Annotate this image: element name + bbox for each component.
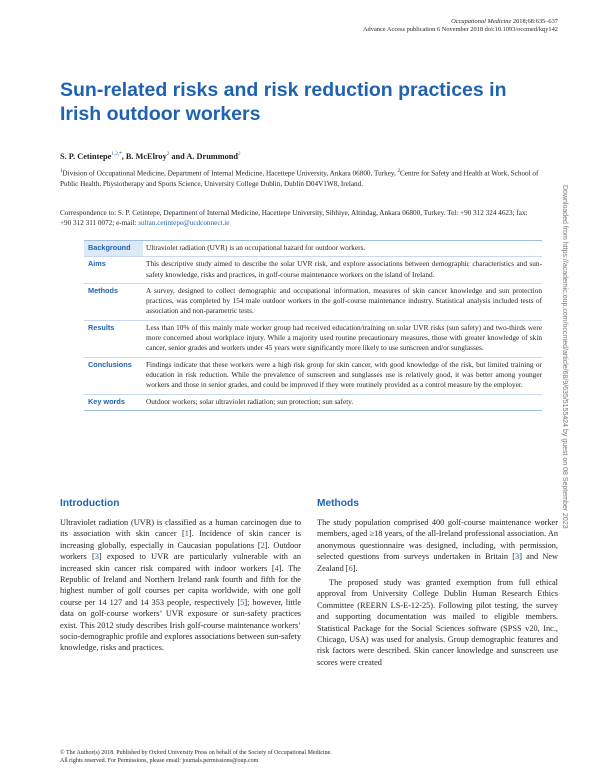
affiliation-number: 2 xyxy=(397,169,401,174)
abstract-row-key-words xyxy=(84,394,542,410)
reference-link[interactable]: 3 xyxy=(94,552,99,562)
abstract-row-conclusions xyxy=(84,357,542,394)
affiliations xyxy=(60,167,540,189)
corresponding-mark: * xyxy=(119,151,122,157)
text-run: ]. xyxy=(352,563,358,573)
abstract-label: Key words xyxy=(88,396,125,406)
text-run: ] and New Zealand [ xyxy=(317,552,558,573)
abstract-label: Background xyxy=(84,241,143,256)
text-run: ]. Incidence of skin cancer is increasing globally, especially in Caucasian populations [ xyxy=(60,529,301,550)
reference-link[interactable]: 6 xyxy=(348,563,353,573)
abstract-text: Findings indicate that these workers were a high risk group for skin cancer, with good knowledge of the risk, but limited training or education in risk reduction. While the prevalence of sunscreen and sunglasses use is relatively good, it was better among younger workers and those in senior grades, and could be improved if they were routinely provided as a control measure by the employer. xyxy=(146,359,542,390)
abstract-row-methods xyxy=(84,283,542,320)
reference-link[interactable]: 3 xyxy=(515,552,520,562)
text-run: ]; however, little data on golf-course workers’ UVR exposure or sun-safety practices exist. This 2012 study describes Irish golf-course maintenance workers’ socio-demographic profile and explores associations between sun-safety knowledge, risks and practices. xyxy=(60,597,302,653)
article-title: Sun-related risks and risk reduction practices in Irish outdoor workers xyxy=(60,79,507,125)
author-list xyxy=(60,151,241,161)
author-name: S. P. Cetintepe xyxy=(60,151,112,161)
abstract-label: Results xyxy=(88,322,115,332)
author-name: , B. McElroy xyxy=(121,151,167,161)
introduction-paragraph xyxy=(60,517,301,654)
abstract-text: Ultraviolet radiation (UVR) is an occupational hazard for outdoor workers. xyxy=(146,243,366,252)
journal-name: Occupational Medicine xyxy=(451,18,512,25)
reference-link[interactable]: 1 xyxy=(184,529,189,539)
introduction-heading: Introduction xyxy=(60,498,120,509)
author-name: and A. Drummond xyxy=(169,151,239,161)
methods-paragraph: The proposed study was granted exemption from full ethical approval from University College Dublin Human Research Ethics Committee (REERN LS-E-12-25). Following pilot testing, the survey and supporting documentation was mailed to eligible members. Statistical Package for the Social Sciences software (SPSS v20, Inc., Chicago, USA) was used for analysis. Group demographic features and risk factors were described. Skin cancer knowledge and sunscreen use scores were created xyxy=(317,578,558,667)
journal-citation: 2018;68:635–637 xyxy=(512,18,558,25)
methods-column xyxy=(317,517,558,668)
advance-access-line: Advance Access publication 6 November 2018 doi:10.1093/occmed/kqy142 xyxy=(362,26,558,34)
copyright-line: © The Author(s) 2018. Published by Oxford University Press on behalf of the Society of Occupational Medicine. xyxy=(60,750,332,756)
text-run: The study population comprised 400 golf-course maintenance worker members, aged ≥18 years, of the all-Ireland professional association. An anonymous questionnaire was designed, including, with permission, selected questions from surveys undertaken in Britain [ xyxy=(317,518,558,562)
download-watermark: Downloaded from https://academic.oup.com/occmed/article/68/9/635/5155424 by guest on 08 September 2023 xyxy=(561,185,568,529)
text-run: ]. Outdoor workers [ xyxy=(60,540,302,562)
abstract-label: Conclusions xyxy=(88,359,132,369)
correspondence xyxy=(60,208,540,228)
correspondence-email-link[interactable]: sultan.cetintepe@ucdconnect.ie xyxy=(138,219,230,228)
journal-header xyxy=(158,18,558,35)
methods-heading: Methods xyxy=(317,498,359,509)
text-run: ]. The Republic of Ireland and Northern Ireland rank fourth and fifth for the highest number of golf courses per capita worldwide, with one golf course per 14 127 and 14 353 people, respectively [ xyxy=(60,563,301,607)
reference-link[interactable]: 4 xyxy=(274,563,279,573)
abstract-text: Outdoor workers; solar ultraviolet radiation; sun protection; sun safety. xyxy=(146,396,354,406)
abstract-row-background xyxy=(84,241,542,256)
affiliation-text: Centre for Safety and Health at Work, School of Public Health, Physiotherapy and Sports Science, University College Dublin, Dublin D04V1W8, Ireland. xyxy=(60,169,539,188)
abstract-label: Methods xyxy=(88,285,118,295)
abstract-row-aims xyxy=(84,256,542,283)
abstract-text: This descriptive study aimed to describe the solar UVR risk, and explore associations between demographic characteristics and sun-safety knowledge, risks and practices, in golf-course maintenance workers on the island of Ireland. xyxy=(146,259,542,279)
reference-link[interactable]: 2 xyxy=(260,540,265,550)
affiliation-number: 1 xyxy=(60,169,63,174)
introduction-column xyxy=(60,517,301,654)
methods-paragraph xyxy=(317,517,558,574)
author-affiliation-mark[interactable]: 1,2, xyxy=(111,151,120,157)
correspondence-text: Correspondence to: S. P. Cetintepe, Department of Internal Medicine, Hacettepe University, Sihhiye, Altindag, Ankara 06800, Turkey. Tel: +90 312 324 4623; fax: +90 312 311 0072; e-mail: xyxy=(60,209,528,228)
abstract-row-results xyxy=(84,320,542,357)
affiliation-text: Division of Occupational Medicine, Department of Internal Medicine, Hacettepe University, Ankara 06800, Turkey, xyxy=(62,169,398,178)
author-affiliation-mark[interactable]: 2 xyxy=(238,151,241,157)
abstract-text: Less than 10% of this mainly male worker group had received education/training on solar UVR risks (sun safety) and two-thirds were more concerned about workplace injury. While a majority used routine precautionary measures, those with greater knowledge of skin cancer, senior grades and workers under 45 years were significantly more likely to use sunscreen and/or sunglasses. xyxy=(146,322,542,353)
abstract-label: Aims xyxy=(88,259,106,269)
abstract-text: A survey, designed to collect demographic and occupational information, measures of skin cancer knowledge and sun protection practices, was completed by 154 male outdoor workers in the golf-course maintenance industry. Statistical analysis included tests of association and non-parametric tests. xyxy=(146,285,542,316)
copyright-footer xyxy=(60,749,510,765)
reference-link[interactable]: 5 xyxy=(240,597,245,607)
author-affiliation-mark[interactable]: 2 xyxy=(166,151,170,157)
text-run: Ultraviolet radiation (UVR) is classified as a human carcinogen due to its association with skin cancer [ xyxy=(60,518,301,539)
text-run: ] exposed to UVR are particularly vulnerable with an increased skin cancer risk compared with indoor workers [ xyxy=(60,552,301,573)
structured-abstract xyxy=(84,240,542,411)
permissions-line: All rights reserved. For Permissions, please email: journals.permissions@oup.com xyxy=(60,758,259,764)
